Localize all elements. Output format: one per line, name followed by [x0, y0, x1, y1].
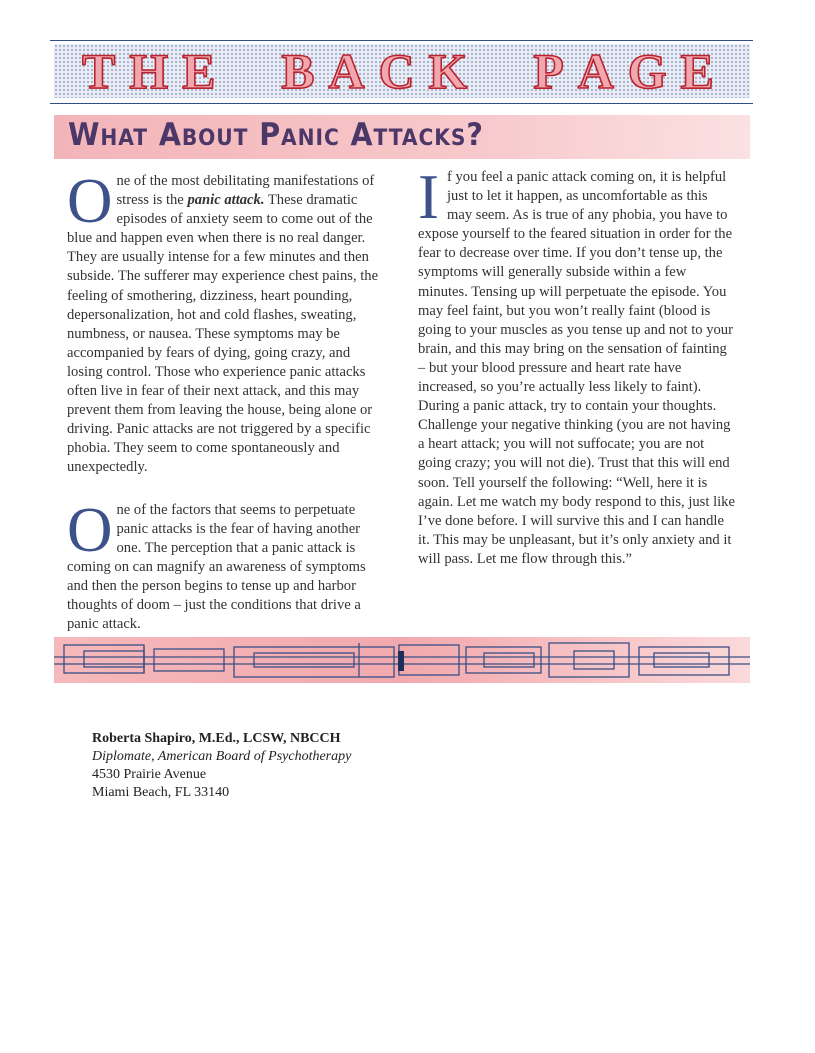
section-title-band	[54, 115, 750, 159]
left-paragraph-2: One of the factors that seems to perpetuate panic attacks is the fear of having another one. The perception that a panic attack is coming on can magnify an awareness of symptoms and then the person begins to tense up and harbor thoughts of doom – just the conditions that drive a panic attack.	[67, 494, 366, 633]
masthead-letter: T	[82, 43, 116, 99]
masthead-letter: E	[182, 43, 216, 99]
emphasis-text: panic attack.	[187, 192, 265, 209]
masthead-letter: H	[129, 43, 169, 99]
masthead-rule	[50, 103, 753, 104]
drop-cap: I	[418, 162, 439, 232]
author-name: Roberta Shapiro, M.Ed., LCSW, NBCCH	[92, 731, 341, 746]
masthead-letter: P	[533, 43, 564, 99]
masthead-title	[54, 44, 750, 98]
masthead-letter: B	[281, 43, 315, 99]
left-column	[67, 166, 379, 634]
masthead-letter: A	[328, 43, 365, 99]
masthead-letter: A	[577, 43, 614, 99]
masthead-letter: E	[680, 43, 714, 99]
author-signature-block	[92, 730, 351, 802]
decorative-divider	[54, 637, 750, 683]
decorative-line-pattern	[54, 637, 750, 683]
masthead-letter: G	[627, 43, 667, 99]
right-paragraph-1: If you feel a panic attack coming on, it is helpful just to let it happen, as uncomfortable as this may seem. As is true of any phobia, you have to expose yourself to the feared situation in order for the fear to decrease over time. If you don’t tense up, the symptoms will generally subside within a few minutes. Tensing up will perpetuate the episode. You may feel faint, but you won’t really faint (blood is going to your muscles as you tense up and not to your brain, and this may bring on the sensation of fainting – but your blood pressure and heart rate have increased, so you’re actually less likely to faint). During a panic attack, try to contain your thoughts. Challenge your negative thinking (you are not having a heart attack; you will not suffocate; you are not going crazy; you will not die). Trust that this will end soon. Tell yourself the following: “Well, here it is again. Let me watch my body respond to this, just like I’ve done before. I will survive this and I can handle it. This may be unpleasant, but it’s only anxiety and it will pass. Let me flow through this.”	[418, 162, 735, 567]
drop-cap: O	[67, 494, 113, 565]
right-column	[418, 162, 736, 569]
masthead-banner	[54, 44, 750, 98]
section-title: What About Panic Attacks?	[68, 117, 484, 153]
masthead-letter: C	[378, 43, 415, 99]
author-credential: Diplomate, American Board of Psychotherapy	[92, 749, 352, 764]
masthead-letter: K	[428, 43, 468, 99]
drop-cap: O	[67, 166, 113, 236]
address-street: 4530 Prairie Avenue	[92, 767, 207, 782]
left-paragraph-1: One of the most debilitating manifestations of stress is the panic attack. These dramatic episodes of anxiety seem to come out of the blue and happen even when there is no real danger. They are usually intense for a few minutes and then subside. The sufferer may experience chest pains, the feeling of smothering, dizziness, heart pounding, depersonalization, hot and cold flashes, sweating, numbness, or nausea. These symptoms may be accompanied by fears of dying, going crazy, and losing control. Those who experience panic attacks often live in fear of their next attack, and this may prevent them from leaving the house, being alone or driving. Panic attacks are not triggered by a specific phobia. They seem to come spontaneously and unexpectedly.	[67, 166, 379, 476]
address-city: Miami Beach, FL 33140	[92, 785, 230, 800]
top-rule	[50, 40, 753, 41]
